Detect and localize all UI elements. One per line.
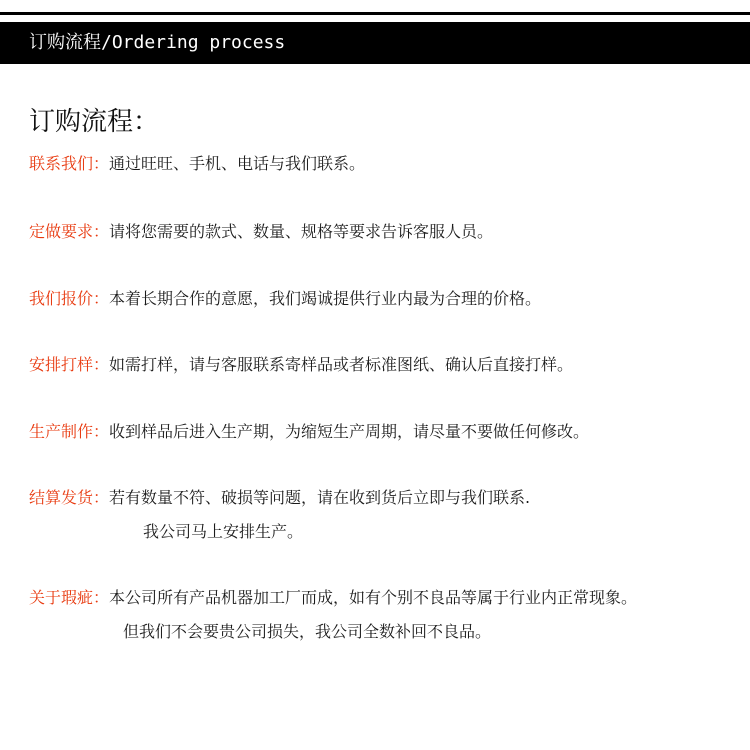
step-label: 我们报价：	[29, 289, 110, 308]
step-defects	[29, 588, 749, 642]
top-divider	[0, 12, 750, 15]
step-label: 定做要求：	[29, 222, 110, 241]
step-label: 安排打样：	[29, 355, 110, 374]
step-custom-requirements	[29, 222, 749, 242]
section-title: 订购流程：	[29, 107, 160, 137]
step-text: 如需打样，请与客服联系寄样品或者标准图纸、确认后直接打样。	[109, 355, 574, 374]
step-text: 若有数量不符、破损等问题，请在收到货后立即与我们联系.	[109, 488, 531, 507]
step-contact-us	[29, 154, 749, 174]
step-label: 结算发货：	[29, 488, 110, 507]
step-production	[29, 422, 749, 442]
step-label: 生产制作：	[29, 422, 110, 441]
step-settlement-shipping	[29, 488, 749, 542]
step-text-continuation: 但我们不会要贵公司损失，我公司全数补回不良品。	[123, 622, 492, 641]
step-sampling	[29, 355, 749, 375]
step-label: 联系我们：	[29, 154, 110, 173]
step-quotation	[29, 289, 749, 309]
step-text: 本着长期合作的意愿，我们竭诚提供行业内最为合理的价格。	[109, 289, 542, 308]
step-text: 请将您需要的款式、数量、规格等要求告诉客服人员。	[109, 222, 494, 241]
step-text: 本公司所有产品机器加工厂而成，如有个别不良品等属于行业内正常现象。	[109, 588, 638, 607]
header-bar	[0, 22, 750, 64]
step-text: 通过旺旺、手机、电话与我们联系。	[109, 154, 366, 173]
step-text-continuation: 我公司马上安排生产。	[143, 522, 304, 541]
header-title: 订购流程/Ordering process	[29, 32, 286, 53]
step-text: 收到样品后进入生产期，为缩短生产周期，请尽量不要做任何修改。	[109, 422, 590, 441]
step-label: 关于瑕疵：	[29, 588, 110, 607]
